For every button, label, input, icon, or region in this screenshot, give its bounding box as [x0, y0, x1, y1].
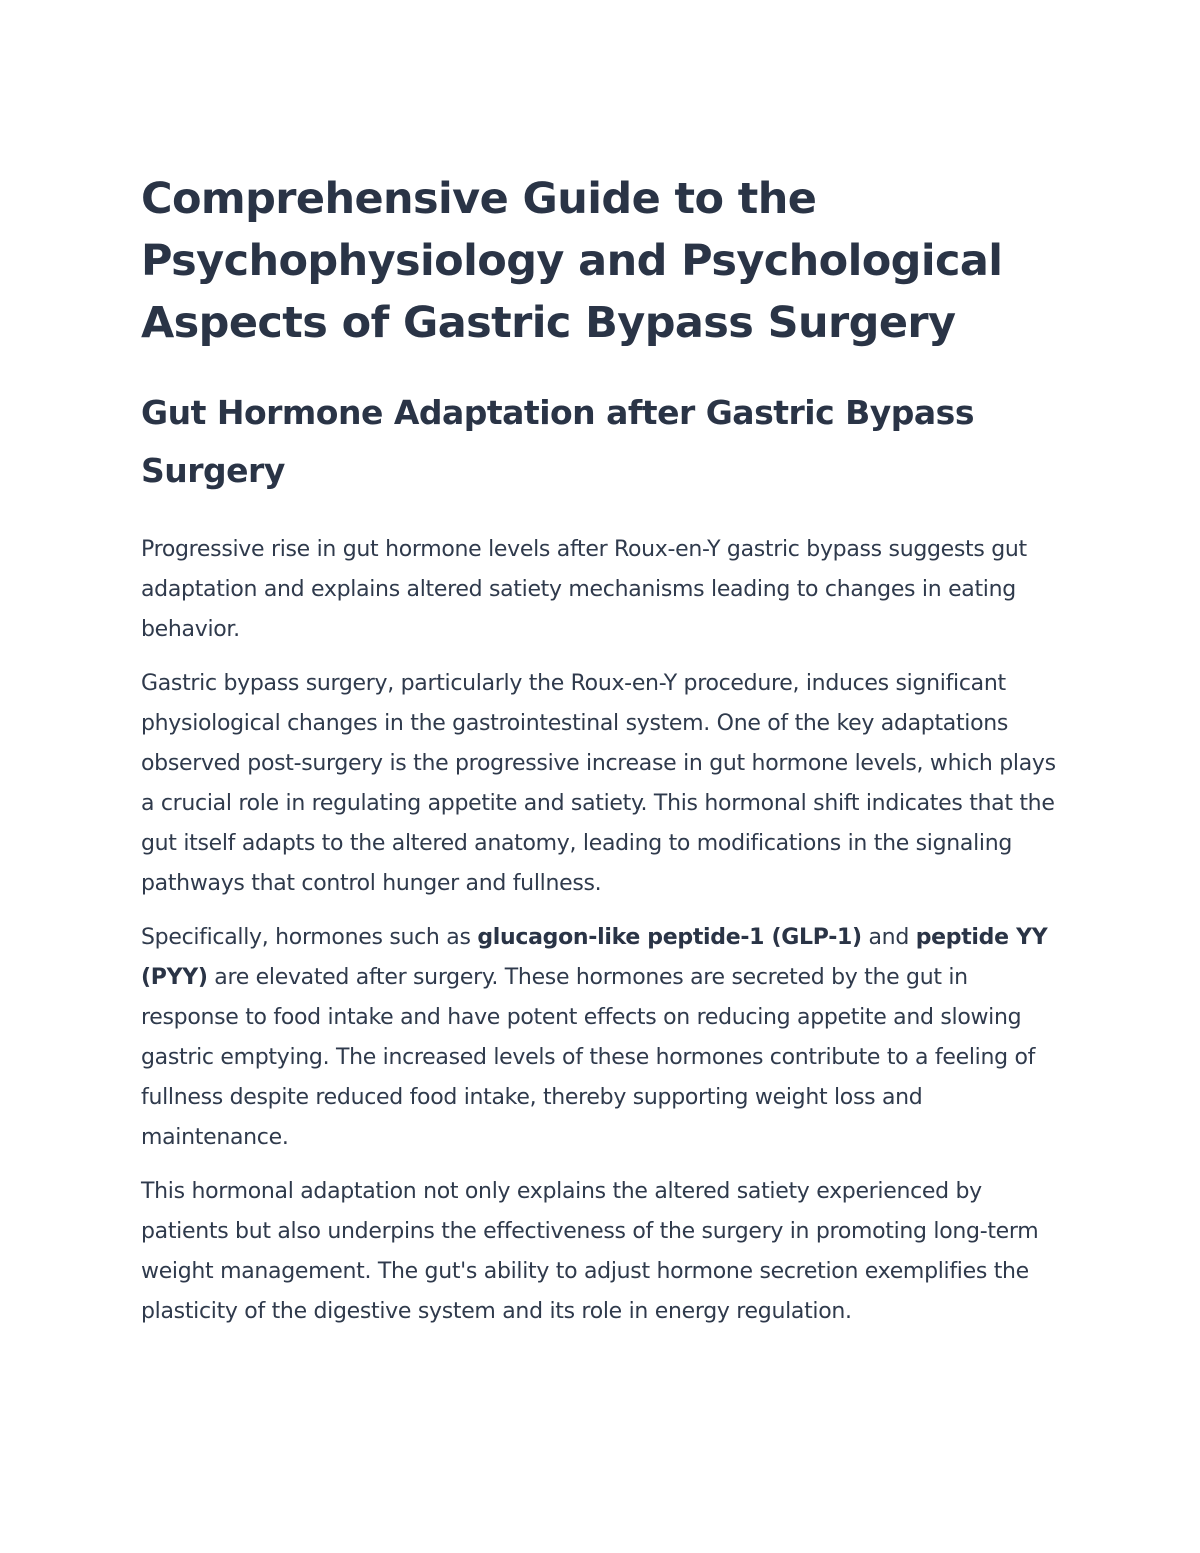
paragraph-text: and — [861, 925, 916, 950]
summary-paragraph: Progressive rise in gut hormone levels after Roux-en-Y gastric bypass suggests gut adaptation and explains altered satiety mechanisms leading to changes in eating behavior. — [141, 537, 1027, 642]
body-paragraph-physiology: Gastric bypass surgery, particularly the Roux-en-Y procedure, induces significant physiological changes in the gastrointestinal system. One of the key adaptations observed post-surgery is the progressive increase in gut hormone levels, which plays a crucial role in regulating appetite and satiety. This hormonal shift indicates that the gut itself adapts to the altered anatomy, leading to modifications in the signaling pathways that control hunger and fullness. — [141, 671, 1056, 896]
section-heading: Gut Hormone Adaptation after Gastric Bypass Surgery — [141, 393, 974, 490]
paragraph-text: Specifically, hormones such as — [141, 925, 478, 950]
document-title: Comprehensive Guide to the Psychophysiology and Psychological Aspects of Gastric Bypass Surgery — [141, 174, 1003, 348]
glp1-term: glucagon-like peptide-1 (GLP-1) — [477, 925, 862, 950]
body-paragraph-adaptation: This hormonal adaptation not only explains the altered satiety experienced by patients but also underpins the effectiveness of the surgery in promoting long-term weight management. The gut's ability to adjust hormone secretion exemplifies the plasticity of the digestive system and its role in energy regulation. — [141, 1179, 1039, 1324]
paragraph-text: are elevated after surgery. These hormones are secreted by the gut in response to food intake and have potent effects on reducing appetite and slowing gastric emptying. The increased levels of these hormones contribute to a feeling of fullness despite reduced food intake, thereby supporting weight loss and maintenance. — [141, 965, 1036, 1150]
document-page — [141, 168, 1066, 1332]
body-paragraph-hormones — [141, 918, 1066, 1158]
pyy-term: peptide YY (PYY) — [141, 925, 1048, 990]
